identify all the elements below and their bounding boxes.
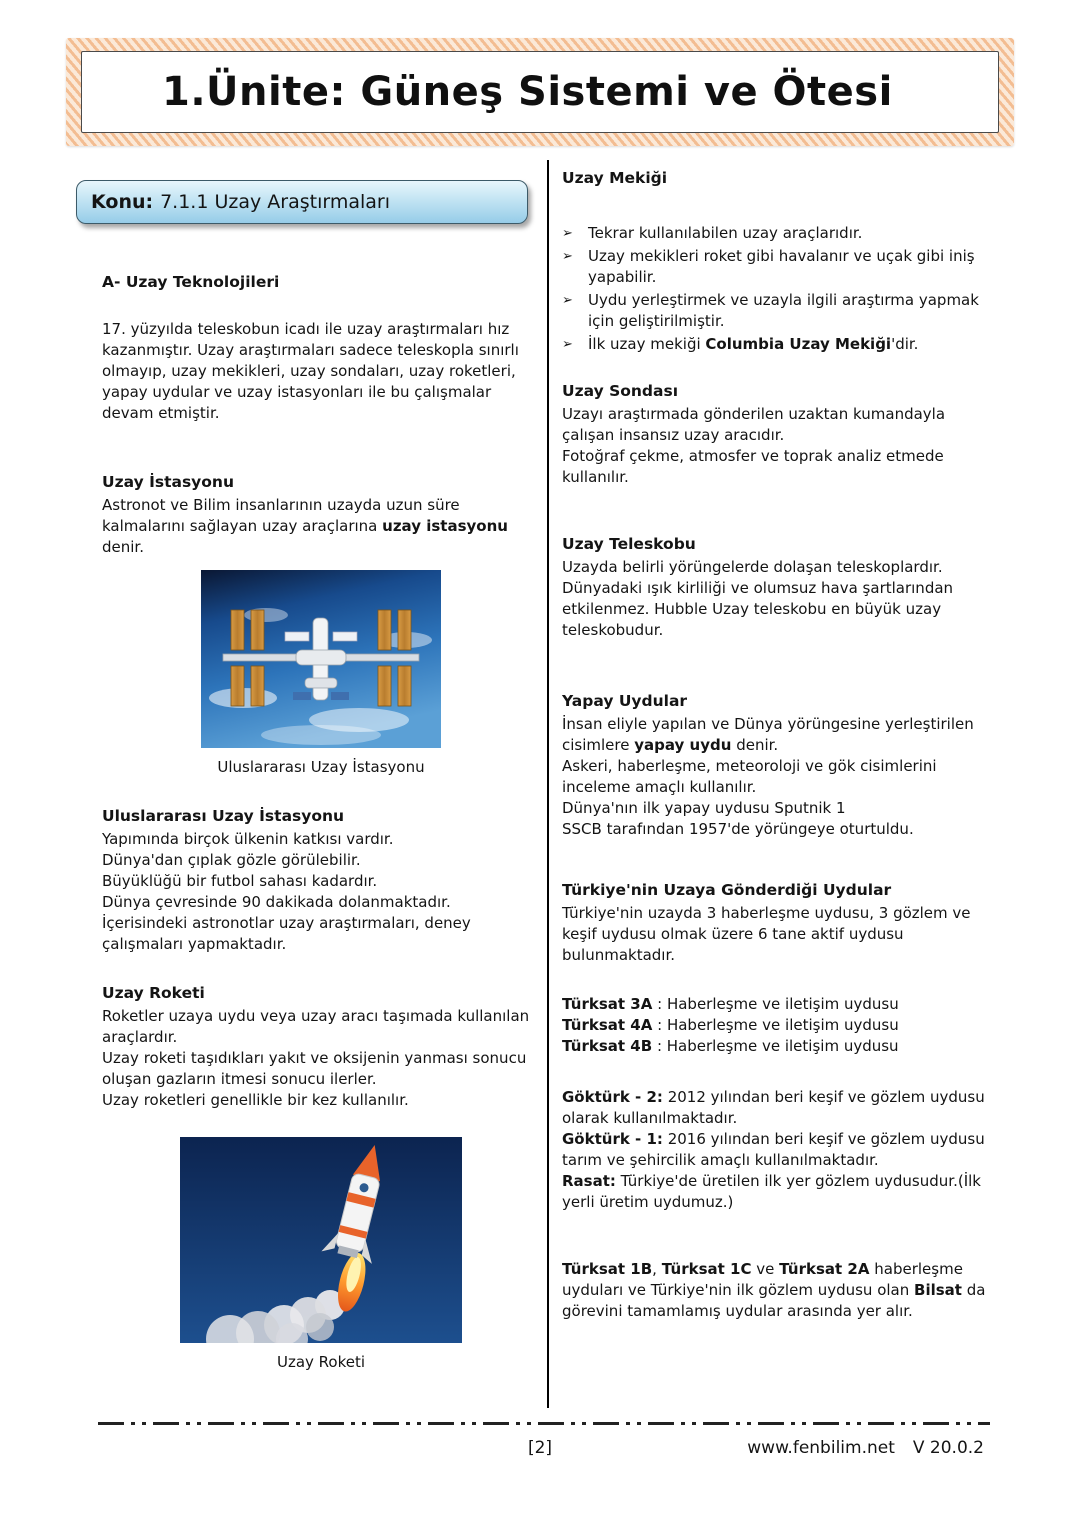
turksat-row-2-desc: : Haberleşme ve iletişim uydusu	[652, 1016, 899, 1034]
right-column	[562, 168, 988, 1322]
probe-text	[562, 404, 988, 488]
shuttle-bullet-4	[562, 334, 988, 355]
turksat-row-2-name: Türksat 4A	[562, 1016, 653, 1034]
iss-facts	[102, 829, 540, 955]
turksat-list	[562, 994, 988, 1057]
rocket-facts	[102, 1006, 540, 1111]
probe-line-2: Fotoğraf çekme, atmosfer ve toprak analiz etmede kullanılır.	[562, 447, 944, 486]
shuttle-bullet-4-post: 'dir.	[891, 335, 919, 353]
telescope-heading: Uzay Teleskobu	[562, 535, 696, 553]
space-station-heading: Uzay İstasyonu	[102, 473, 234, 491]
satellites-line-3: Dünya'nın ilk yapay uydusu Sputnik 1	[562, 799, 846, 817]
arrow-bullet-icon: ➢	[562, 226, 573, 241]
satellites-line-1	[562, 714, 988, 756]
telescope-text	[562, 557, 988, 641]
retired-satellites-text	[562, 1259, 988, 1322]
iss-fact-5: İçerisindeki astronotlar uzay araştırmaları, deney çalışmaları yapmaktadır.	[102, 914, 471, 953]
topic-label: Konu:	[91, 191, 154, 213]
shuttle-bullet-2-text: Uzay mekikleri roket gibi havalanır ve uçak gibi iniş yapabilir.	[588, 247, 975, 286]
gokturk-row-1	[562, 1087, 988, 1129]
probe-heading: Uzay Sondası	[562, 382, 679, 400]
shuttle-bullet-4-text	[588, 334, 988, 355]
gokturk-row-3-name: Rasat:	[562, 1172, 616, 1190]
retired-sat-4: Bilsat	[914, 1281, 962, 1299]
turksat-row-3	[562, 1036, 988, 1057]
rocket-figure	[102, 1137, 540, 1373]
rocket-caption: Uzay Roketi	[276, 1353, 366, 1371]
space-station-text-pre: Astronot ve Bilim insanlarının uzayda uzun süre kalmalarını sağlayan uzay araçlarına	[102, 496, 460, 535]
rocket-image	[180, 1137, 462, 1343]
rocket-fact-2: Uzay roketi taşıdıkları yakıt ve oksijenin yanması sonucu oluşan gazların itmesi sonucu ilerler.	[102, 1049, 527, 1088]
retired-sep-4: da görevini tamamlamış uydular arasında yer alır.	[562, 1281, 986, 1320]
retired-sep-1: ,	[652, 1260, 662, 1278]
arrow-bullet-icon: ➢	[562, 337, 573, 352]
iss-image	[201, 570, 441, 748]
turksat-row-3-desc: : Haberleşme ve iletişim uydusu	[652, 1037, 899, 1055]
shuttle-bullet-list	[562, 223, 988, 355]
shuttle-heading: Uzay Mekiği	[562, 169, 668, 187]
satellites-line-1-pre: İnsan eliyle yapılan ve Dünya yörüngesine yerleştirilen cisimlere	[562, 715, 974, 754]
section-a-heading: A- Uzay Teknolojileri	[102, 273, 280, 291]
shuttle-bullet-4-pre: İlk uzay mekiği	[588, 335, 706, 353]
gokturk-row-2	[562, 1129, 988, 1171]
gokturk-list	[562, 1087, 988, 1213]
satellites-line-1-post: denir.	[731, 736, 779, 754]
shuttle-bullet-3	[562, 290, 988, 332]
telescope-line-1: Uzayda belirli yörüngelerde dolaşan teleskoplardır.	[562, 558, 943, 576]
satellites-line-2: Askeri, haberleşme, meteoroloji ve gök cisimlerini inceleme amaçlı kullanılır.	[562, 757, 937, 796]
unit-title: 1.Ünite: Güneş Sistemi ve Ötesi	[162, 69, 893, 115]
iss-caption: Uluslararası Uzay İstasyonu	[217, 758, 425, 776]
iss-fact-1: Yapımında birçok ülkenin katkısı vardır.	[102, 830, 394, 848]
topic-title: 7.1.1 Uzay Araştırmaları	[160, 191, 391, 213]
iss-fact-3: Büyüklüğü bir futbol sahası kadardır.	[102, 872, 378, 890]
arrow-bullet-icon: ➢	[562, 293, 573, 308]
iss-fact-4: Dünya çevresinde 90 dakikada dolanmaktadır.	[102, 893, 451, 911]
unit-header-box	[81, 51, 999, 133]
turksat-row-3-name: Türksat 4B	[562, 1037, 653, 1055]
turksat-row-1	[562, 994, 988, 1015]
space-station-text-bold: uzay istasyonu	[382, 517, 508, 535]
gokturk-row-2-name: Göktürk - 1:	[562, 1130, 663, 1148]
topic-box	[76, 180, 528, 224]
page-footer	[0, 1438, 1080, 1468]
shuttle-bullet-4-bold: Columbia Uzay Mekiği	[705, 335, 892, 353]
rocket-fact-3: Uzay roketleri genellikle bir kez kullanılır.	[102, 1091, 409, 1109]
iss-heading: Uluslararası Uzay İstasyonu	[102, 807, 345, 825]
satellites-line-1-bold: yapay uydu	[634, 736, 732, 754]
shuttle-bullet-1-text: Tekrar kullanılabilen uzay araçlarıdır.	[588, 224, 863, 242]
iss-figure	[102, 570, 540, 778]
retired-sep-2: ve	[751, 1260, 780, 1278]
gokturk-row-1-desc: 2012 yılından beri keşif ve gözlem uydusu olarak kullanılmaktadır.	[562, 1088, 985, 1127]
telescope-line-2: Dünyadaki ışık kirliliği ve olumsuz hava şartlarından etkilenmez. Hubble Uzay teleskobu en büyük uzay teleskobudur.	[562, 579, 954, 639]
retired-sat-3: Türksat 2A	[779, 1260, 870, 1278]
footer-site-url: www.fenbilim.net	[747, 1438, 895, 1458]
arrow-bullet-icon: ➢	[562, 249, 573, 264]
gokturk-row-2-desc: 2016 yılından beri keşif ve gözlem uydusu tarım ve şehircilik amaçlı kullanılmaktadır.	[562, 1130, 985, 1169]
iss-fact-2: Dünya'dan çıplak gözle görülebilir.	[102, 851, 361, 869]
shuttle-bullet-1	[562, 223, 988, 244]
retired-sat-2: Türksat 1C	[661, 1260, 752, 1278]
footer-version: V 20.0.2	[912, 1438, 984, 1458]
turksat-row-2	[562, 1015, 988, 1036]
gokturk-row-3-desc: Türkiye'de üretilen ilk yer gözlem uydusudur.(İlk yerli üretim uydumuz.)	[562, 1172, 981, 1211]
satellites-text	[562, 714, 988, 840]
rocket-fact-1: Roketler uzaya uydu veya uzay aracı taşımada kullanılan araçlardır.	[102, 1007, 530, 1046]
column-divider	[547, 160, 549, 1408]
shuttle-bullet-3-text: Uydu yerleştirmek ve uzayla ilgili araştırma yapmak için geliştirilmiştir.	[588, 291, 979, 330]
probe-line-1: Uzayı araştırmada gönderilen uzaktan kumandayla çalışan insansız uzay aracıdır.	[562, 405, 946, 444]
gokturk-row-3	[562, 1171, 988, 1213]
cut-line	[98, 1422, 990, 1425]
page-number: [2]	[527, 1438, 553, 1458]
intro-paragraph: 17. yüzyılda teleskobun icadı ile uzay araştırmaları hız kazanmıştır. Uzay araştırmaları sadece teleskopla sınırlı olmayıp, uzay mekikleri, uzay sondaları, uzay roketleri, yapay uydular ve uzay istasyonları ile bu çalışmalar devam etmiştir.	[102, 320, 519, 422]
retired-sat-1: Türksat 1B	[562, 1260, 653, 1278]
rocket-heading: Uzay Roketi	[102, 984, 205, 1002]
unit-header-banner	[66, 38, 1014, 146]
space-station-text	[102, 495, 540, 558]
turksat-row-1-name: Türksat 3A	[562, 995, 653, 1013]
left-column	[102, 252, 540, 1373]
shuttle-bullet-2	[562, 246, 988, 288]
turkey-satellites-heading: Türkiye'nin Uzaya Gönderdiği Uydular	[562, 881, 892, 899]
satellites-heading: Yapay Uydular	[562, 692, 688, 710]
space-station-text-post: denir.	[102, 538, 144, 556]
footer-site	[747, 1438, 984, 1458]
turkey-satellites-intro: Türkiye'nin uzayda 3 haberleşme uydusu, 3 gözlem ve keşif uydusu olmak üzere 6 tane aktif uydusu bulunmaktadır.	[562, 904, 971, 964]
retired-sep-3: haberleşme uyduları ve Türkiye'nin ilk gözlem uydusu olan	[562, 1260, 963, 1299]
turksat-row-1-desc: : Haberleşme ve iletişim uydusu	[652, 995, 899, 1013]
satellites-line-4: SSCB tarafından 1957'de yörüngeye oturtuldu.	[562, 820, 914, 838]
gokturk-row-1-name: Göktürk - 2:	[562, 1088, 663, 1106]
